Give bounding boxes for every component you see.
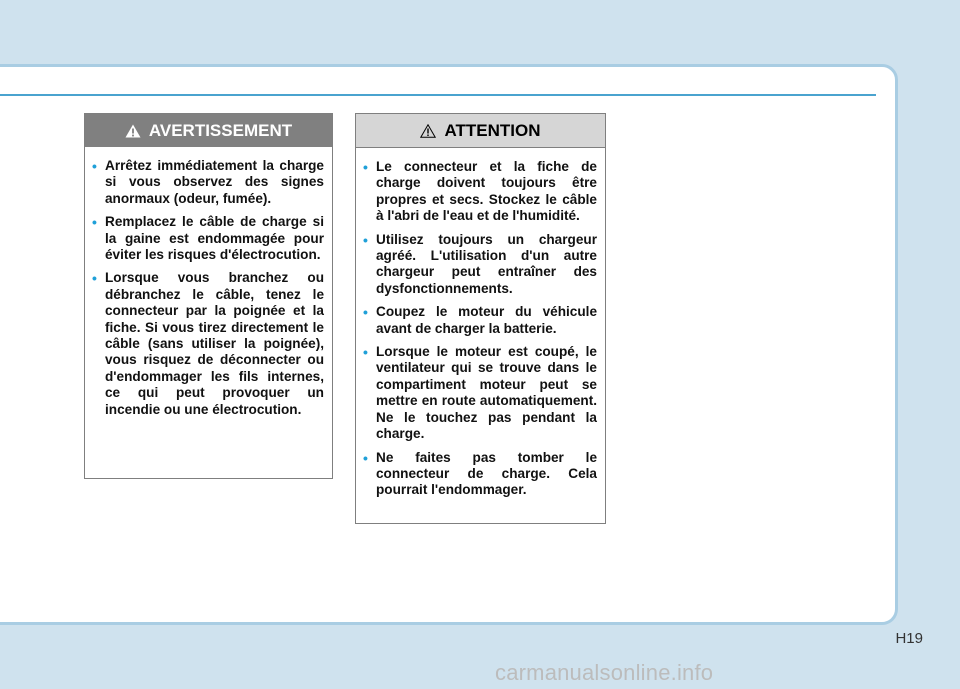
- bullet-icon: •: [363, 304, 368, 321]
- bullet-icon: •: [92, 270, 97, 287]
- list-item: [92, 270, 324, 418]
- list-item-text: Coupez le moteur du véhicule avant de charger la batterie.: [376, 304, 597, 336]
- list-item-text: Arrêtez immédiatement la charge si vous observez des signes anormaux (odeur, fumée).: [105, 158, 324, 206]
- list-item: [363, 304, 597, 337]
- list-item: [92, 158, 324, 207]
- bullet-icon: •: [363, 231, 368, 248]
- caution-box: [355, 113, 606, 524]
- caution-triangle-icon: [420, 124, 436, 138]
- list-item: [363, 449, 597, 499]
- list-item: [92, 214, 324, 263]
- caution-title: ATTENTION: [444, 120, 541, 140]
- warning-box: [84, 113, 333, 479]
- warning-list: [85, 147, 332, 418]
- list-item: [363, 231, 597, 298]
- list-item-text: Lorsque vous branchez ou débranchez le câble, tenez le connecteur par la poignée et la fiche. Si vous tirez directement le câble (sans utiliser la poignée), vous risquez de déconnecter ou d'endommager les fils internes, ce qui peut provoquer un incendie ou une électrocution.: [105, 270, 324, 417]
- list-item: [363, 344, 597, 442]
- list-item-text: Ne faites pas tomber le connecteur de charge. Cela pourrait l'endommager.: [376, 449, 597, 498]
- bullet-icon: •: [92, 158, 97, 174]
- list-item-text: Le connecteur et la fiche de charge doivent toujours être propres et secs. Stockez le câble à l'abri de l'eau et de l'humidité.: [376, 159, 597, 224]
- bullet-icon: •: [363, 159, 368, 175]
- warning-title: AVERTISSEMENT: [148, 120, 293, 140]
- caution-header: [356, 114, 605, 148]
- watermark: carmanualsonline.info: [495, 660, 714, 685]
- caution-list: [356, 148, 605, 499]
- list-item: [363, 159, 597, 225]
- bullet-icon: •: [363, 344, 368, 361]
- bullet-icon: •: [363, 449, 368, 466]
- list-item-text: Remplacez le câble de charge si la gaine est endommagée pour éviter les risques d'électrocution.: [105, 214, 324, 263]
- list-item-text: Lorsque le moteur est coupé, le ventilateur qui se trouve dans le compartiment moteur peut se mettre en route automatiquement. Ne le touchez pas pendant la charge.: [376, 344, 597, 442]
- bullet-icon: •: [92, 214, 97, 231]
- header-rule: [0, 94, 876, 96]
- list-item-text: Utilisez toujours un chargeur agréé. L'utilisation d'un autre chargeur peut entraîner des dysfonctionnements.: [376, 231, 597, 296]
- page-number: H19: [895, 630, 923, 647]
- warning-header: [85, 114, 332, 147]
- warning-triangle-icon: [125, 124, 141, 138]
